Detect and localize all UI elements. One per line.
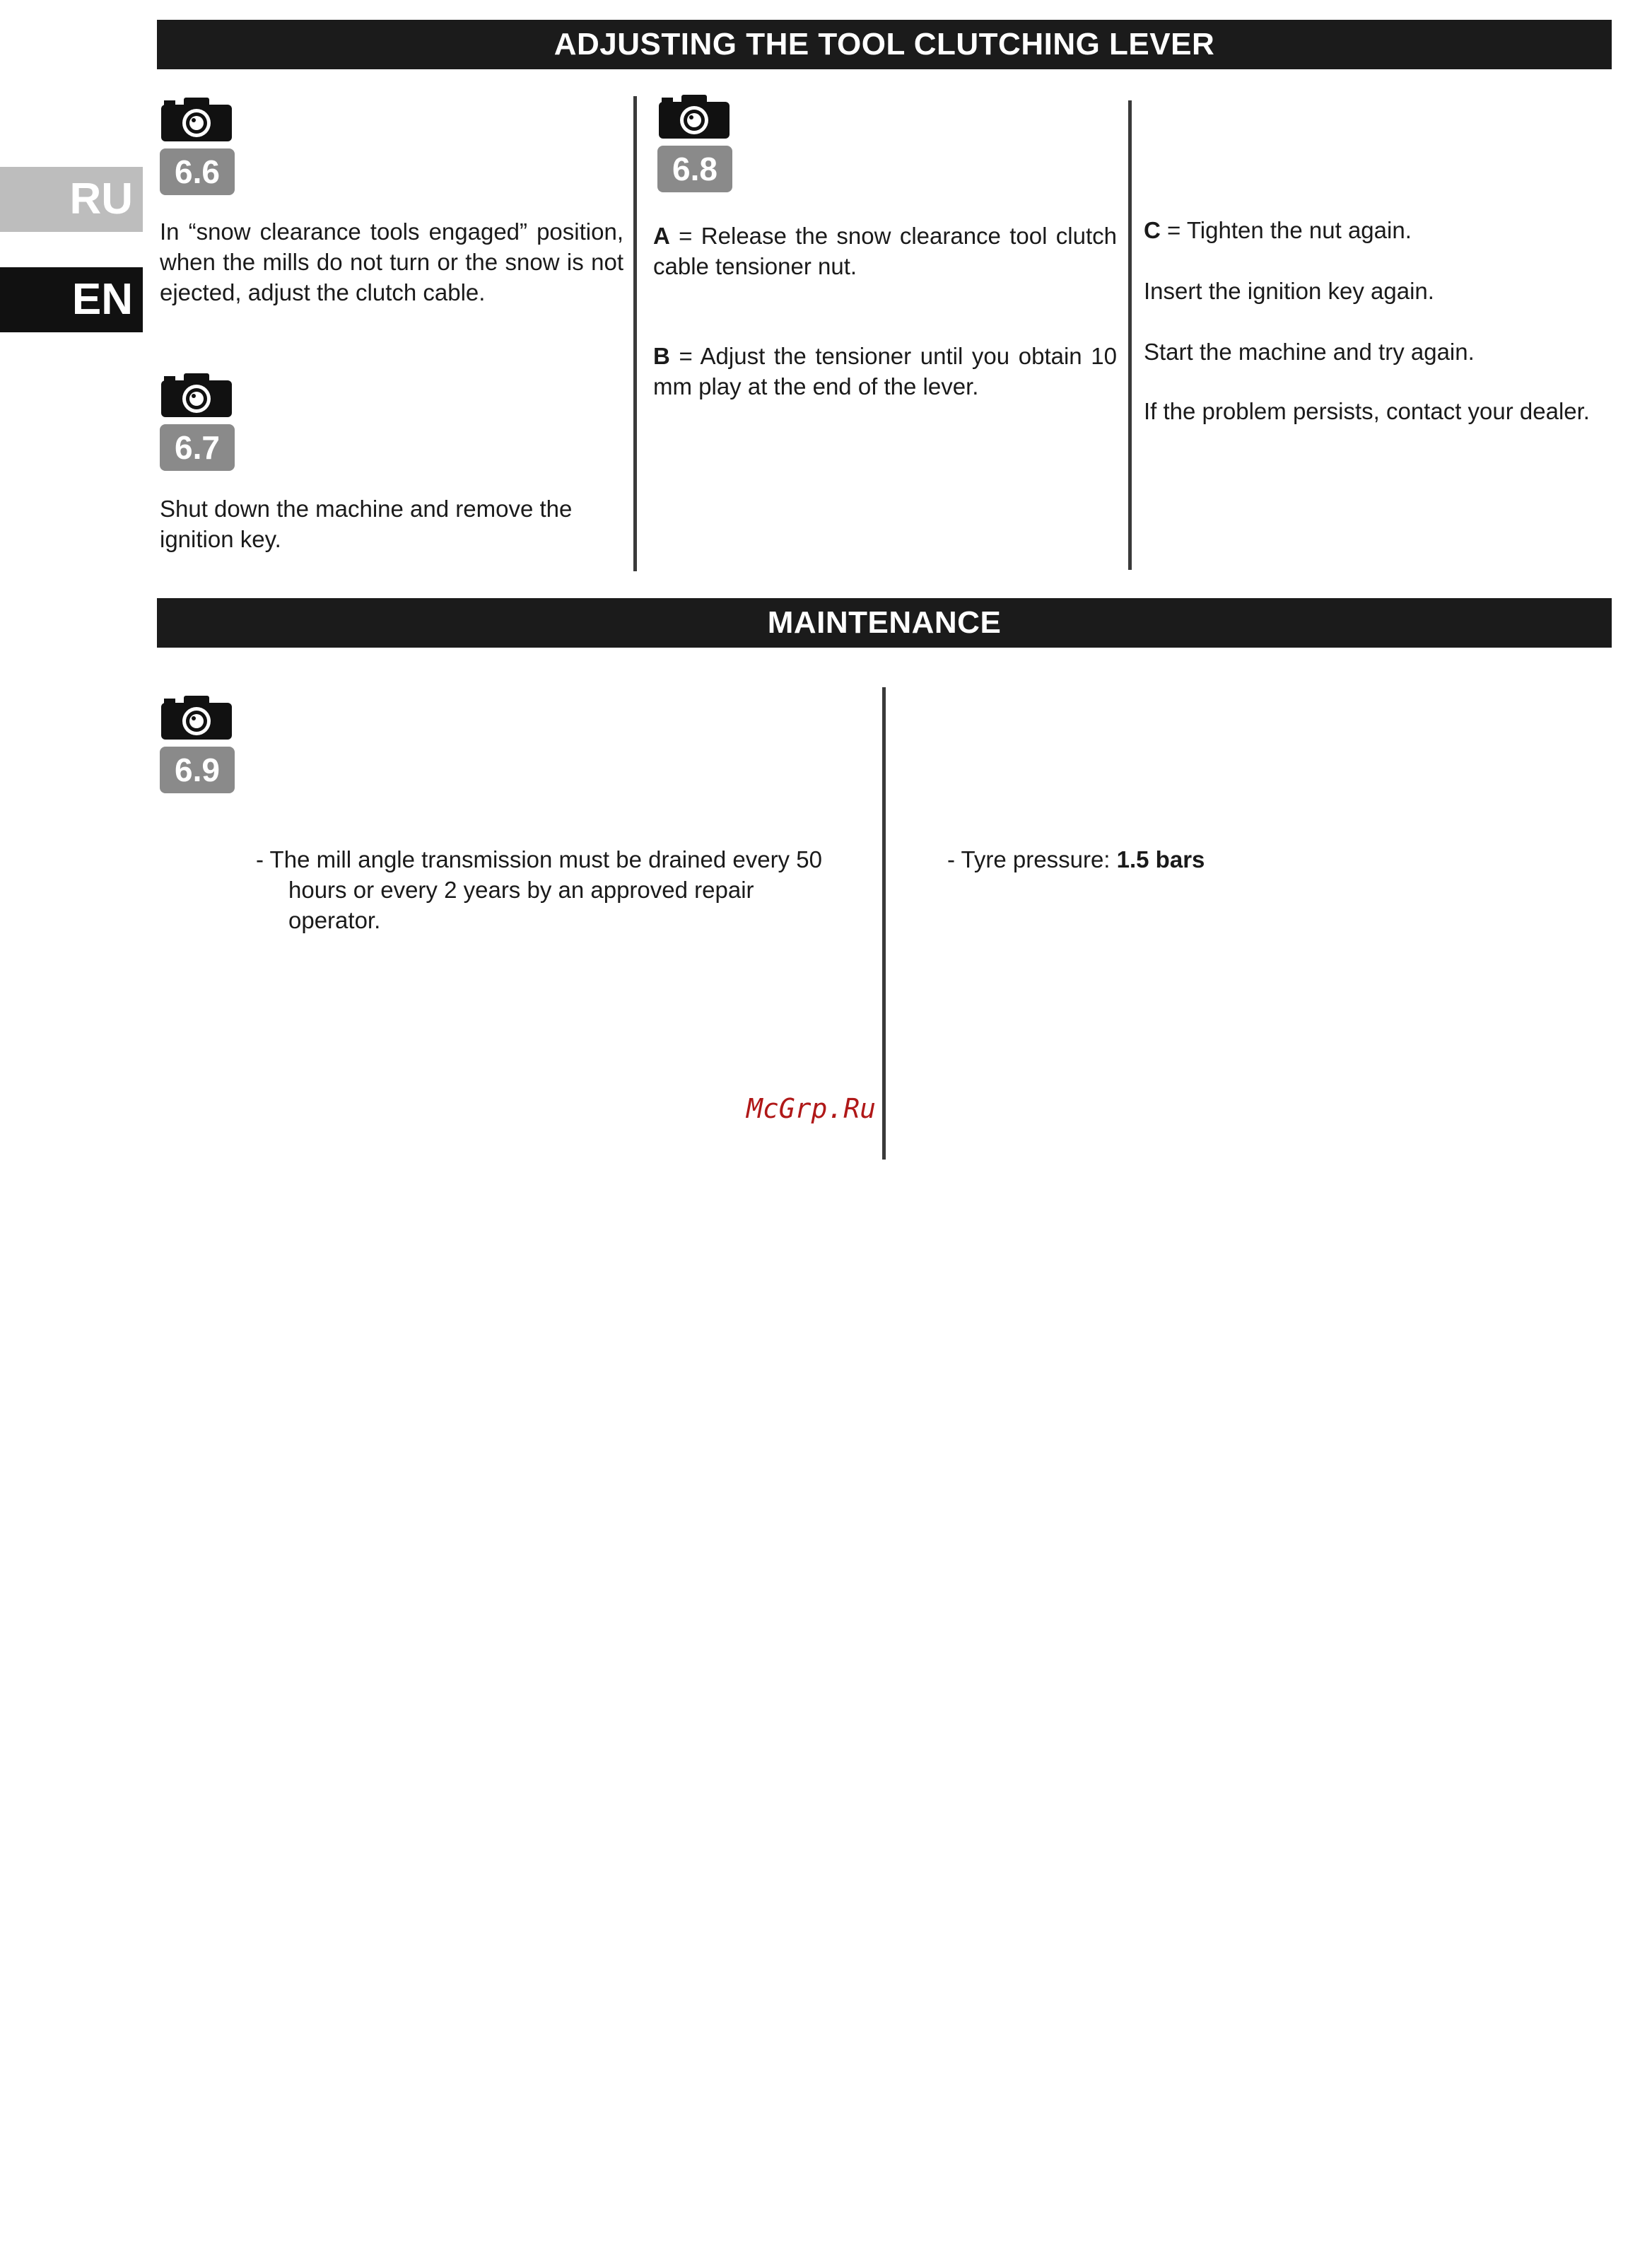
figure-ref-6-7 xyxy=(160,372,236,471)
col3-line-insert-key: Insert the ignition key again. xyxy=(1144,278,1434,304)
step-label-c: C xyxy=(1144,217,1161,243)
tyre-pressure-label: - Tyre pressure: xyxy=(947,846,1117,872)
figure-number-badge: 6.6 xyxy=(160,148,235,195)
figure-ref-6-6 xyxy=(160,96,236,195)
col3-step-c xyxy=(1144,215,1610,245)
camera-icon xyxy=(160,694,233,741)
step-text-b: = Adjust the tensioner until you obtain 10 mm play at the end of the lever. xyxy=(653,343,1117,399)
col1-paragraph-2: Shut down the machine and remove the ignition key. xyxy=(160,496,573,552)
maintenance-item-tyre-pressure xyxy=(947,844,1583,875)
step-text-a: = Release the snow clearance tool clutch cable tensioner nut. xyxy=(653,223,1117,279)
tyre-pressure-value: 1.5 bars xyxy=(1116,846,1205,872)
col3-line-contact-dealer: If the problem persists, contact your dealer. xyxy=(1144,398,1590,424)
figure-ref-6-8 xyxy=(657,93,734,192)
column-divider xyxy=(1128,100,1132,570)
column-divider xyxy=(633,96,637,571)
camera-icon xyxy=(160,96,233,143)
step-text-c: = Tighten the nut again. xyxy=(1160,217,1412,243)
camera-icon xyxy=(657,93,731,140)
figure-number-badge: 6.7 xyxy=(160,424,235,471)
col2-step-a xyxy=(653,221,1117,281)
column-divider xyxy=(882,687,886,1160)
figure-ref-6-9 xyxy=(160,694,236,793)
figure-number-badge: 6.9 xyxy=(160,747,235,793)
step-label-a: A xyxy=(653,223,670,249)
maintenance-item-transmission: - The mill angle transmission must be drained every 50 hours or every 2 years by an approved repair operator. xyxy=(256,846,822,933)
step-label-b: B xyxy=(653,343,670,369)
watermark: McGrp.Ru xyxy=(746,1093,877,1124)
col3-line-start-machine: Start the machine and try again. xyxy=(1144,339,1475,365)
figure-number-badge: 6.8 xyxy=(657,146,732,192)
lang-tab-ru[interactable]: RU xyxy=(0,167,143,232)
lang-tab-en[interactable]: EN xyxy=(0,267,143,332)
col1-paragraph-1: In “snow clearance tools engaged” position, when the mills do not turn or the snow is not ejected, adjust the clutch cable. xyxy=(160,218,623,305)
section-title-maintenance: MAINTENANCE xyxy=(157,598,1612,648)
col2-step-b xyxy=(653,341,1117,402)
section-title-adjusting: ADJUSTING THE TOOL CLUTCHING LEVER xyxy=(157,20,1612,69)
camera-icon xyxy=(160,372,233,419)
